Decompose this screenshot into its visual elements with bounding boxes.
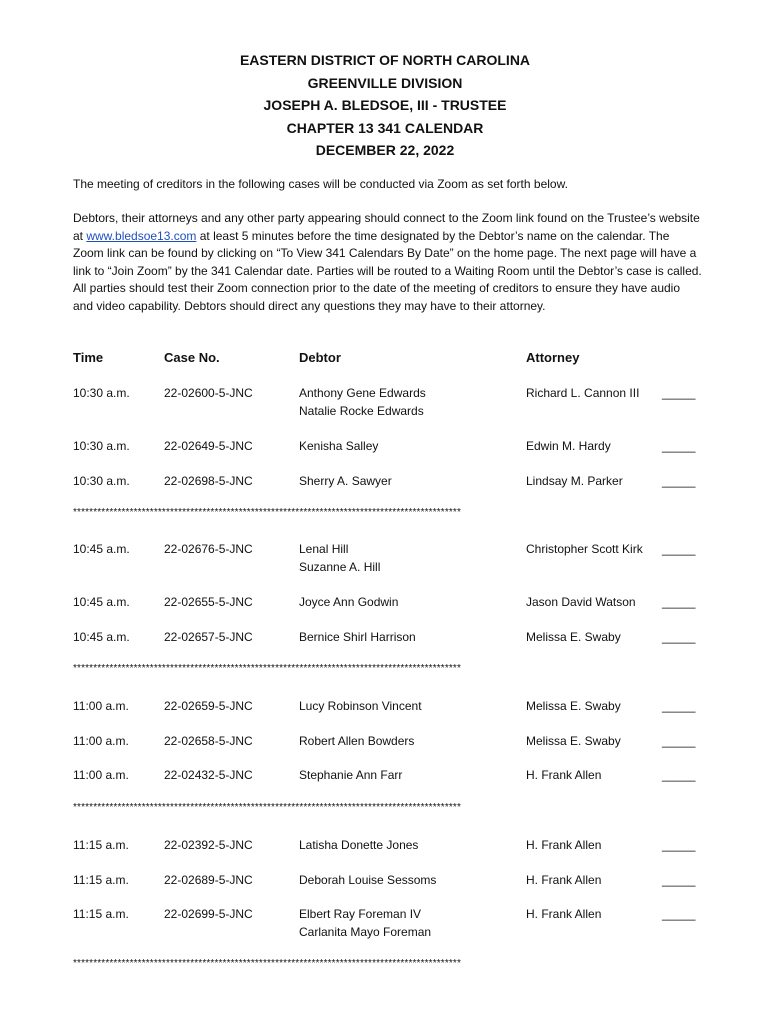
row-attorney: Melissa E. Swaby <box>526 734 621 748</box>
signature-blank: _____ <box>662 595 696 609</box>
row-case-number: 22-02676-5-JNC <box>164 542 253 556</box>
joint-debtor-name: Suzanne A. Hill <box>299 559 381 574</box>
calendar-date: DECEMBER 22, 2022 <box>315 142 455 158</box>
row-case-number: 22-02698-5-JNC <box>164 474 253 488</box>
row-debtor <box>299 906 431 941</box>
intro-paragraph: The meeting of creditors in the following cases will be conducted via Zoom as set forth below. <box>73 177 568 191</box>
debtor-name: Anthony Gene Edwards <box>299 386 426 400</box>
row-debtor: Latisha Donette Jones <box>299 838 419 852</box>
row-attorney: H. Frank Allen <box>526 873 602 887</box>
column-header-time: Time <box>73 350 104 365</box>
row-time: 11:15 a.m. <box>73 873 129 887</box>
row-debtor: Kenisha Salley <box>299 439 379 453</box>
row-time: 10:30 a.m. <box>73 439 130 453</box>
row-time: 10:45 a.m. <box>73 595 130 609</box>
row-case-number: 22-02432-5-JNC <box>164 768 253 782</box>
debtor-name: Elbert Ray Foreman IV <box>299 907 422 921</box>
signature-blank: _____ <box>662 768 696 782</box>
row-case-number: 22-02600-5-JNC <box>164 386 253 400</box>
column-header-case: Case No. <box>164 350 220 365</box>
row-case-number: 22-02689-5-JNC <box>164 873 253 887</box>
row-case-number: 22-02649-5-JNC <box>164 439 253 453</box>
row-time: 11:00 a.m. <box>73 699 129 713</box>
section-separator: ************************************************************************************************ <box>73 507 461 518</box>
row-debtor: Robert Allen Bowders <box>299 734 415 748</box>
section-separator: ************************************************************************************************ <box>73 958 461 969</box>
row-time: 11:00 a.m. <box>73 734 129 748</box>
row-attorney: Melissa E. Swaby <box>526 699 621 713</box>
row-case-number: 22-02699-5-JNC <box>164 907 253 921</box>
section-separator: ************************************************************************************************ <box>73 802 461 813</box>
debtor-name: Lenal Hill <box>299 542 349 556</box>
row-debtor: Sherry A. Sawyer <box>299 474 392 488</box>
row-attorney: H. Frank Allen <box>526 838 602 852</box>
section-separator: ************************************************************************************************ <box>73 663 461 674</box>
row-time: 10:45 a.m. <box>73 630 130 644</box>
instructions-paragraph <box>73 210 703 315</box>
court-district: EASTERN DISTRICT OF NORTH CAROLINA <box>239 52 531 68</box>
row-attorney: Jason David Watson <box>526 595 636 609</box>
instructions-text-end: at least 5 minutes before the time designated by the Debtor’s name on the calendar. The Zoom link can be found by clicking on “To View 341 Calendars By Date” on the home page. The next page will have a link to “Join Zoom” by the 341 Calendar date. Parties will be routed to a Waiting Room until the Debtor’s case is called. All parties should test their Zoom connection prior to the date of the meeting of creditors to ensure they have audio and video capability. Debtors should direct any questions they may have to their attorney. <box>73 228 702 313</box>
row-attorney: H. Frank Allen <box>526 768 602 782</box>
row-time: 11:15 a.m. <box>73 838 129 852</box>
row-attorney: Edwin M. Hardy <box>526 439 611 453</box>
signature-blank: _____ <box>662 907 696 921</box>
row-debtor <box>299 385 426 420</box>
column-header-attorney: Attorney <box>526 350 580 365</box>
signature-blank: _____ <box>662 474 696 488</box>
court-division: GREENVILLE DIVISION <box>307 74 463 91</box>
row-case-number: 22-02659-5-JNC <box>164 699 253 713</box>
row-time: 11:00 a.m. <box>73 768 129 782</box>
joint-debtor-name: Carlanita Mayo Foreman <box>299 924 432 939</box>
row-case-number: 22-02392-5-JNC <box>164 838 253 852</box>
signature-blank: _____ <box>662 439 696 453</box>
row-time: 11:15 a.m. <box>73 907 129 921</box>
row-debtor: Bernice Shirl Harrison <box>299 630 416 644</box>
row-case-number: 22-02657-5-JNC <box>164 630 253 644</box>
joint-debtor-name: Natalie Rocke Edwards <box>299 403 424 418</box>
row-debtor: Deborah Louise Sessoms <box>299 873 437 887</box>
trustee-website-link[interactable]: www.bledsoe13.com <box>86 228 197 243</box>
trustee-name: JOSEPH A. BLEDSOE, III - TRUSTEE <box>263 97 507 113</box>
row-time: 10:30 a.m. <box>73 474 130 488</box>
instructions-text-start: Debtors, their attorneys and any other party appearing should connect to the Zoom link found on the Trustee’s website at <box>73 211 700 243</box>
signature-blank: _____ <box>662 386 696 400</box>
row-time: 10:45 a.m. <box>73 542 130 556</box>
row-time: 10:30 a.m. <box>73 386 130 400</box>
row-debtor: Lucy Robinson Vincent <box>299 699 422 713</box>
row-attorney: Lindsay M. Parker <box>526 474 623 488</box>
row-debtor: Stephanie Ann Farr <box>299 768 403 782</box>
column-header-debtor: Debtor <box>299 350 341 365</box>
signature-blank: _____ <box>662 630 696 644</box>
signature-blank: _____ <box>662 838 696 852</box>
calendar-title: CHAPTER 13 341 CALENDAR <box>286 119 484 136</box>
row-case-number: 22-02655-5-JNC <box>164 595 253 609</box>
signature-blank: _____ <box>662 734 696 748</box>
row-attorney: Richard L. Cannon III <box>526 386 640 400</box>
document-header <box>0 49 770 162</box>
row-attorney: Christopher Scott Kirk <box>526 542 643 556</box>
signature-blank: _____ <box>662 699 696 713</box>
row-attorney: H. Frank Allen <box>526 907 602 921</box>
signature-blank: _____ <box>662 873 696 887</box>
row-case-number: 22-02658-5-JNC <box>164 734 253 748</box>
row-debtor: Joyce Ann Godwin <box>299 595 399 609</box>
row-debtor <box>299 541 380 576</box>
row-attorney: Melissa E. Swaby <box>526 630 621 644</box>
signature-blank: _____ <box>662 542 696 556</box>
